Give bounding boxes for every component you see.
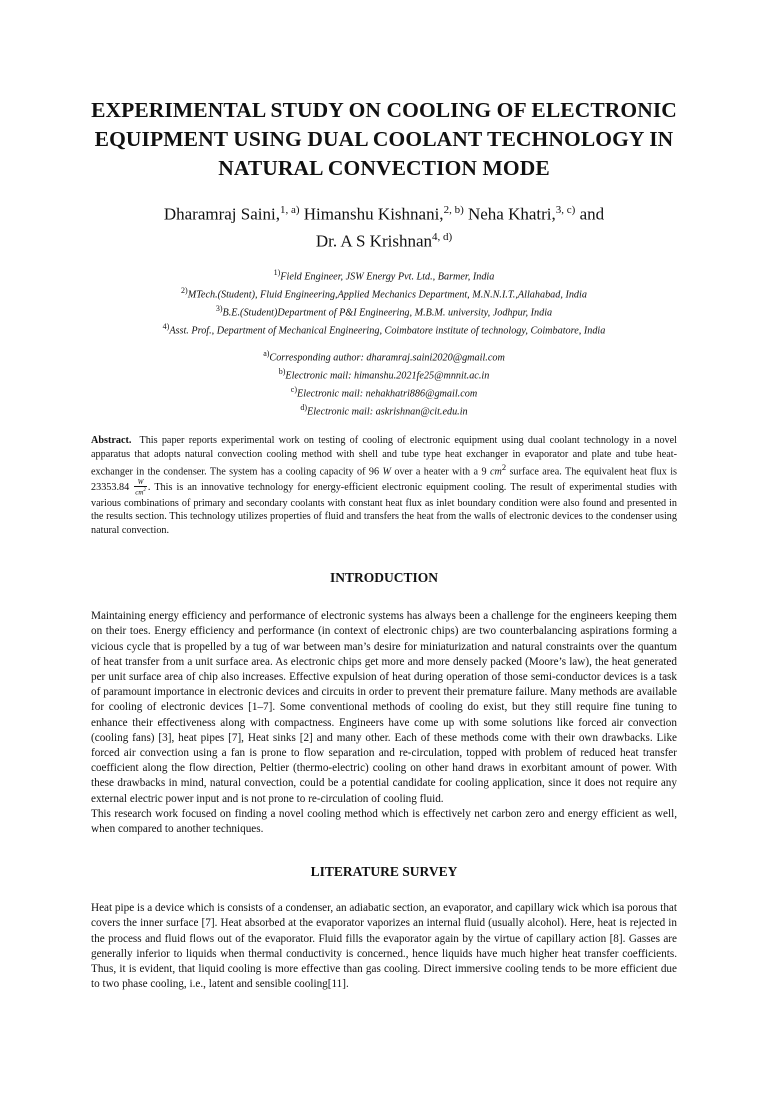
- introduction-body: [91, 609, 677, 837]
- author-conjunction: and: [575, 204, 605, 224]
- email-text: Electronic mail: nehakhatri886@gmail.com: [297, 388, 478, 400]
- fraction-denominator-exponent: 2: [143, 488, 146, 494]
- affiliation-list: [91, 266, 677, 338]
- unit-cm: cm: [489, 466, 502, 478]
- affiliation-text: Asst. Prof., Department of Mechanical Engineering, Coimbatore institute of technology, Coimbatore, India: [169, 325, 606, 337]
- affiliation: [91, 266, 677, 284]
- fraction-numerator: W: [134, 479, 147, 487]
- title-line: EXPERIMENTAL STUDY ON COOLING OF ELECTRONIC: [91, 98, 677, 122]
- affiliation-text: B.E.(Student)Department of P&I Engineering, M.B.M. university, Jodhpur, India: [222, 307, 553, 319]
- email-mark: a): [263, 348, 270, 358]
- abstract-text: surface area. The equivalent heat flux is 23353.84: [91, 466, 678, 494]
- author-name: Neha Khatri,: [463, 204, 556, 224]
- author-affil-mark: 2, b): [443, 204, 464, 216]
- email-entry: [91, 365, 677, 383]
- paragraph: This research work focused on finding a novel cooling method which is effectively net carbon zero and energy efficient as well, when compared to another techniques.: [91, 807, 677, 835]
- fraction-denominator: [134, 487, 147, 496]
- unit-watt: W: [382, 466, 391, 478]
- affiliation-text: Field Engineer, JSW Energy Pvt. Ltd., Barmer, India: [280, 271, 495, 283]
- paper-title: [91, 96, 677, 183]
- fraction-denominator-base: cm: [135, 488, 144, 497]
- abstract-text: This paper reports experimental work on testing of cooling of electronic equipment using dual coolant technology in a novel apparatus that adopts natural convection cooling method with shell and tube type heat exchanger in evaporator and plate and tube heat-exchanger in the condenser. The system has a cooling capacity of 96: [91, 435, 677, 478]
- author-line-1: [91, 199, 677, 226]
- section-heading-literature-survey: LITERATURE SURVEY: [310, 864, 458, 880]
- author-name: Dr. A S Krishnan: [315, 231, 432, 251]
- email-text: Electronic mail: askrishnan@cit.edu.in: [307, 405, 468, 417]
- author-affil-mark: 4, d): [432, 230, 453, 243]
- author-name: Himanshu Kishnani,: [299, 204, 444, 224]
- author-list: [91, 199, 677, 252]
- email-list: [91, 347, 677, 419]
- email-entry: [91, 383, 677, 401]
- affiliation-mark: 2): [181, 286, 188, 296]
- affiliation-mark: 1): [273, 268, 281, 278]
- abstract: [91, 434, 677, 537]
- section-heading-introduction: INTRODUCTION: [329, 570, 438, 586]
- literature-survey-body: [91, 901, 677, 992]
- author-affil-mark: 3, c): [555, 204, 576, 216]
- email-entry: [91, 347, 677, 365]
- affiliation-mark: 4): [162, 321, 170, 331]
- author-line-2: [91, 226, 677, 253]
- affiliation-text: MTech.(Student), Fluid Engineering,Applied Mechanics Department, M.N.N.I.T.,Allahabad, India: [187, 289, 587, 301]
- affiliation: [91, 284, 677, 302]
- paper-page: [0, 96, 768, 1120]
- email-mark: b): [278, 366, 286, 376]
- email-text: Corresponding author: dharamraj.saini2020@gmail.com: [269, 352, 505, 364]
- paragraph: Maintaining energy efficiency and performance of electronic systems has always been a challenge for the engineers keeping them on their toes. Energy efficiency and performance (in context of electronic chips) are two counterbalancing aspirations forming a vicious cycle that is propelled by a tug of war between man’s desire for miniaturization and natural constraints over the quantum of heat transfer from a unit surface area. As electronic chips get more and more densely packed (Moore’s law), the heat generated per unit surface area of chip also increases. Effective expulsion of heat during operation of those semi-conductor devices is a task of paramount importance in electronic devices and circuits in order to prevent their premature failure. Many methods are available for cooling of electronic devices [1–7]. Some conventional methods of cooling do exist, but they still require fine tuning to enhance their effectiveness along with compactness. Engineers have come up with some solutions like forced air convection (cooling fans) [3], heat pipes [7], Heat sinks [2] and many other. Each of these methods come with their own drawbacks. Like forced air convection using a fan is prone to flow separation and re-circulation, topped with problem of reduced heat transfer coefficient along the flow direction, Peltier (thermo-electric) cooling on other hand draws in exorbitant amount of power. With these drawbacks in mind, natural convection, could be a potential candidate for cooling application, since it does not require any external electric power input and is not prone to re-circulation of cooling fluid.: [91, 610, 677, 805]
- abstract-text: . This is an innovative technology for energy-efficient electronic equipment cooling. The result of experimental studies with various combinations of primary and secondary coolants with constant heat flux as inlet boundary condition were also found and presented in the results section. This technology utilizes properties of fluid and transfers the heat from the walls of electronic devices to the condenser using natural convection.: [91, 482, 677, 536]
- abstract-text: over a heater with a 9: [390, 466, 490, 478]
- author-name: Dharamraj Saini,: [163, 204, 280, 224]
- affiliation: [91, 320, 677, 338]
- email-mark: c): [290, 384, 298, 394]
- title-line: NATURAL CONVECTION MODE: [218, 156, 550, 180]
- email-entry: [91, 401, 677, 419]
- unit-exponent: 2: [501, 462, 507, 473]
- author-affil-mark: 1, a): [279, 204, 300, 216]
- affiliation: [91, 302, 677, 320]
- abstract-label: Abstract.: [91, 435, 132, 447]
- heat-flux-unit-fraction: [134, 479, 147, 496]
- email-text: Electronic mail: himanshu.2021fe25@mnnit.ac.in: [285, 370, 490, 382]
- title-line: EQUIPMENT USING DUAL COOLANT TECHNOLOGY IN: [94, 127, 674, 151]
- email-mark: d): [300, 402, 307, 412]
- affiliation-mark: 3): [215, 304, 223, 314]
- paragraph: Heat pipe is a device which is consists of a condenser, an adiabatic section, an evaporator, and capillary wick which isa porous that covers the inner surface [7]. Heat absorbed at the evaporator vaporizes an internal fluid (usually alcohol). Here, heat is rejected in the process and fluid flows out of the evaporator. Fluid fills the evaporator again by the virtue of capillary action [8]. Gasses are generally inferior to liquids when thermal conductivity is concerned., hence liquids have much higher heat transfer coefficients. Thus, it is evident, that liquid cooling is more effective than gas cooling. Direct immersive cooling tends to be more efficient due to two phase cooling, i.e., latent and sensible cooling[11].: [91, 902, 677, 991]
